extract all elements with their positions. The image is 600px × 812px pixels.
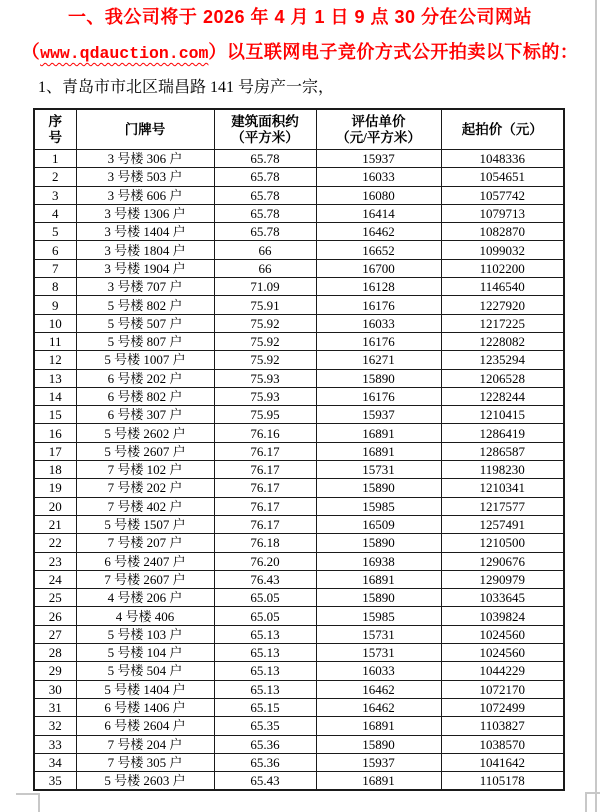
table-row [34, 406, 564, 424]
table-row [34, 772, 564, 791]
table-cell: 65.78 [214, 204, 316, 222]
table-cell: 16414 [316, 204, 441, 222]
table-cell: 16033 [316, 662, 441, 680]
table-cell: 1146540 [441, 278, 564, 296]
table-cell: 1072170 [441, 680, 564, 698]
lots-table [33, 108, 565, 791]
table-cell: 16938 [316, 552, 441, 570]
table-cell: 1072499 [441, 698, 564, 716]
table-cell: 5 号楼 504 户 [76, 662, 214, 680]
table-cell: 1 [34, 150, 76, 168]
table-cell: 3 号楼 306 户 [76, 150, 214, 168]
header-starting-price [441, 109, 564, 150]
table-row [34, 589, 564, 607]
table-cell: 25 [34, 589, 76, 607]
table-cell: 1024560 [441, 625, 564, 643]
text-boundary-bottom-left-vertical [38, 793, 40, 812]
table-cell: 15985 [316, 497, 441, 515]
text-boundary-right-line [595, 0, 597, 812]
header-text: 序 [48, 113, 62, 129]
table-cell: 65.35 [214, 717, 316, 735]
table-cell: 16128 [316, 278, 441, 296]
table-cell: 1103827 [441, 717, 564, 735]
table-cell: 33 [34, 735, 76, 753]
table-cell: 28 [34, 644, 76, 662]
table-row [34, 479, 564, 497]
table-cell: 1038570 [441, 735, 564, 753]
table-cell: 15890 [316, 479, 441, 497]
table-row [34, 735, 564, 753]
announcement-title-line-2 [0, 38, 600, 64]
table-cell: 7 号楼 207 户 [76, 534, 214, 552]
table-cell: 6 号楼 802 户 [76, 387, 214, 405]
announcement-title-line-1: 一、我公司将于 2026 年 4 月 1 日 9 点 30 分在公司网站 [67, 7, 533, 27]
table-cell: 5 号楼 807 户 [76, 332, 214, 350]
table-cell: 26 [34, 607, 76, 625]
table-row [34, 534, 564, 552]
table-cell: 1257491 [441, 515, 564, 533]
table-cell: 1079713 [441, 204, 564, 222]
table-row [34, 515, 564, 533]
table-cell: 5 号楼 2603 户 [76, 772, 214, 791]
table-cell: 16891 [316, 570, 441, 588]
table-cell: 5 号楼 507 户 [76, 314, 214, 332]
header-text: 号 [48, 129, 62, 145]
table-cell: 20 [34, 497, 76, 515]
table-row [34, 644, 564, 662]
table-cell: 16700 [316, 259, 441, 277]
table-cell: 16462 [316, 680, 441, 698]
table-cell: 1290979 [441, 570, 564, 588]
table-cell: 16509 [316, 515, 441, 533]
table-row [34, 150, 564, 168]
announcement-title-line-2-rest: ）以互联网电子竞价方式公开拍卖以下标的： [208, 42, 579, 62]
table-cell: 76.17 [214, 442, 316, 460]
table-row [34, 168, 564, 186]
table-cell: 1099032 [441, 241, 564, 259]
table-cell: 65.13 [214, 680, 316, 698]
table-cell: 76.17 [214, 479, 316, 497]
table-cell: 7 [34, 259, 76, 277]
table-cell: 3 号楼 1904 户 [76, 259, 214, 277]
table-cell: 4 号楼 406 [76, 607, 214, 625]
table-cell: 1044229 [441, 662, 564, 680]
table-row [34, 296, 564, 314]
table-cell: 5 号楼 802 户 [76, 296, 214, 314]
table-row [34, 625, 564, 643]
table-cell: 76.17 [214, 461, 316, 479]
table-cell: 15890 [316, 534, 441, 552]
table-row [34, 332, 564, 350]
table-cell: 16462 [316, 223, 441, 241]
table-cell: 29 [34, 662, 76, 680]
table-cell: 16176 [316, 296, 441, 314]
table-cell: 5 号楼 2602 户 [76, 424, 214, 442]
table-cell: 3 [34, 186, 76, 204]
table-cell: 65.05 [214, 607, 316, 625]
table-cell: 1048336 [441, 150, 564, 168]
table-cell: 27 [34, 625, 76, 643]
table-cell: 75.92 [214, 332, 316, 350]
table-cell: 32 [34, 717, 76, 735]
table-cell: 65.36 [214, 735, 316, 753]
table-row [34, 424, 564, 442]
table-cell: 15937 [316, 753, 441, 771]
table-cell: 1290676 [441, 552, 564, 570]
header-text: 评估单价 [351, 113, 406, 129]
table-cell: 2 [34, 168, 76, 186]
table-cell: 35 [34, 772, 76, 791]
table-cell: 1206528 [441, 369, 564, 387]
table-cell: 1054651 [441, 168, 564, 186]
table-cell: 16462 [316, 698, 441, 716]
table-cell: 31 [34, 698, 76, 716]
text-boundary-bottom-right-vertical [585, 792, 587, 812]
table-cell: 16033 [316, 168, 441, 186]
table-cell: 1286587 [441, 442, 564, 460]
table-cell: 65.13 [214, 625, 316, 643]
auction-website-url: www.qdauction.com [40, 44, 209, 63]
header-text: （平方米） [231, 129, 299, 145]
table-cell: 1228244 [441, 387, 564, 405]
table-cell: 24 [34, 570, 76, 588]
table-cell: 3 号楼 503 户 [76, 168, 214, 186]
table-cell: 23 [34, 552, 76, 570]
table-cell: 16176 [316, 332, 441, 350]
table-cell: 18 [34, 461, 76, 479]
table-cell: 15731 [316, 644, 441, 662]
table-cell: 65.78 [214, 168, 316, 186]
table-cell: 76.17 [214, 515, 316, 533]
table-cell: 1286419 [441, 424, 564, 442]
text-boundary-bottom-right-horizontal [585, 792, 600, 794]
table-cell: 1082870 [441, 223, 564, 241]
table-cell: 15890 [316, 735, 441, 753]
table-cell: 1210415 [441, 406, 564, 424]
table-cell: 16 [34, 424, 76, 442]
table-header-row [34, 109, 564, 150]
table-cell: 4 号楼 206 户 [76, 589, 214, 607]
table-cell: 15937 [316, 150, 441, 168]
table-cell: 1039824 [441, 607, 564, 625]
table-cell: 16891 [316, 442, 441, 460]
table-cell: 7 号楼 102 户 [76, 461, 214, 479]
table-cell: 11 [34, 332, 76, 350]
table-row [34, 204, 564, 222]
table-cell: 65.43 [214, 772, 316, 791]
table-cell: 6 号楼 2604 户 [76, 717, 214, 735]
table-cell: 13 [34, 369, 76, 387]
table-cell: 3 号楼 606 户 [76, 186, 214, 204]
table-cell: 17 [34, 442, 76, 460]
table-row [34, 314, 564, 332]
header-text: 门牌号 [124, 121, 166, 137]
table-cell: 5 号楼 2607 户 [76, 442, 214, 460]
table-cell: 65.13 [214, 662, 316, 680]
table-cell: 75.92 [214, 351, 316, 369]
table-cell: 15937 [316, 406, 441, 424]
table-cell: 16271 [316, 351, 441, 369]
table-cell: 22 [34, 534, 76, 552]
table-cell: 5 号楼 104 户 [76, 644, 214, 662]
table-cell: 7 号楼 402 户 [76, 497, 214, 515]
header-text: 起拍价（元） [461, 121, 543, 137]
table-cell: 16891 [316, 424, 441, 442]
table-row [34, 442, 564, 460]
table-row [34, 278, 564, 296]
table-cell: 7 号楼 204 户 [76, 735, 214, 753]
table-row [34, 552, 564, 570]
header-appraised-unit-price [316, 109, 441, 150]
table-row [34, 717, 564, 735]
table-cell: 15890 [316, 589, 441, 607]
table-cell: 16652 [316, 241, 441, 259]
table-cell: 1227920 [441, 296, 564, 314]
text-boundary-bottom-left-horizontal [16, 793, 40, 795]
table-cell: 65.78 [214, 186, 316, 204]
table-cell: 7 号楼 2607 户 [76, 570, 214, 588]
table-cell: 19 [34, 479, 76, 497]
table-cell: 14 [34, 387, 76, 405]
table-row [34, 223, 564, 241]
table-cell: 5 [34, 223, 76, 241]
table-row [34, 351, 564, 369]
table-cell: 3 号楼 1804 户 [76, 241, 214, 259]
table-cell: 1033645 [441, 589, 564, 607]
table-cell: 15890 [316, 369, 441, 387]
table-cell: 15 [34, 406, 76, 424]
table-row [34, 259, 564, 277]
table-cell: 16033 [316, 314, 441, 332]
table-cell: 71.09 [214, 278, 316, 296]
table-cell: 16080 [316, 186, 441, 204]
table-cell: 76.18 [214, 534, 316, 552]
table-cell: 1210500 [441, 534, 564, 552]
table-cell: 76.17 [214, 497, 316, 515]
header-text: 建筑面积约 [231, 113, 299, 129]
table-cell: 1217577 [441, 497, 564, 515]
table-cell: 76.16 [214, 424, 316, 442]
table-cell: 10 [34, 314, 76, 332]
table-cell: 6 [34, 241, 76, 259]
table-cell: 75.92 [214, 314, 316, 332]
table-row [34, 753, 564, 771]
table-cell: 1228082 [441, 332, 564, 350]
table-cell: 65.36 [214, 753, 316, 771]
table-cell: 3 号楼 1404 户 [76, 223, 214, 241]
table-row [34, 680, 564, 698]
table-cell: 1198230 [441, 461, 564, 479]
table-cell: 6 号楼 307 户 [76, 406, 214, 424]
table-cell: 75.91 [214, 296, 316, 314]
table-cell: 6 号楼 202 户 [76, 369, 214, 387]
table-cell: 5 号楼 1404 户 [76, 680, 214, 698]
table-cell: 16891 [316, 772, 441, 791]
table-cell: 5 号楼 103 户 [76, 625, 214, 643]
table-cell: 7 号楼 202 户 [76, 479, 214, 497]
table-cell: 65.05 [214, 589, 316, 607]
header-text: （元/平方米） [336, 129, 421, 145]
table-row [34, 698, 564, 716]
table-cell: 3 号楼 1306 户 [76, 204, 214, 222]
table-cell: 76.20 [214, 552, 316, 570]
table-cell: 8 [34, 278, 76, 296]
table-cell: 15985 [316, 607, 441, 625]
table-row [34, 186, 564, 204]
table-cell: 1024560 [441, 644, 564, 662]
table-cell: 1105178 [441, 772, 564, 791]
table-row [34, 387, 564, 405]
header-door-number [76, 109, 214, 150]
table-cell: 4 [34, 204, 76, 222]
table-row [34, 369, 564, 387]
table-cell: 7 号楼 305 户 [76, 753, 214, 771]
table-row [34, 461, 564, 479]
table-cell: 16176 [316, 387, 441, 405]
table-cell: 1102200 [441, 259, 564, 277]
table-cell: 5 号楼 1507 户 [76, 515, 214, 533]
table-cell: 75.93 [214, 387, 316, 405]
table-cell: 15731 [316, 461, 441, 479]
table-cell: 65.13 [214, 644, 316, 662]
table-row [34, 241, 564, 259]
table-cell: 12 [34, 351, 76, 369]
table-cell: 1057742 [441, 186, 564, 204]
table-body [34, 150, 564, 791]
table-cell: 6 号楼 2407 户 [76, 552, 214, 570]
table-cell: 65.15 [214, 698, 316, 716]
open-paren: （ [21, 42, 41, 62]
table-cell: 34 [34, 753, 76, 771]
table-cell: 15731 [316, 625, 441, 643]
table-cell: 65.78 [214, 150, 316, 168]
table-cell: 5 号楼 1007 户 [76, 351, 214, 369]
table-cell: 66 [214, 241, 316, 259]
table-cell: 1041642 [441, 753, 564, 771]
table-cell: 1217225 [441, 314, 564, 332]
lot-description-line: 1、青岛市市北区瑞昌路 141 号房产一宗， [38, 79, 335, 96]
header-serial-number [34, 109, 76, 150]
table-cell: 1235294 [441, 351, 564, 369]
table-cell: 1210341 [441, 479, 564, 497]
table-cell: 66 [214, 259, 316, 277]
header-building-area [214, 109, 316, 150]
table-cell: 6 号楼 1406 户 [76, 698, 214, 716]
table-cell: 9 [34, 296, 76, 314]
table-row [34, 497, 564, 515]
table-cell: 30 [34, 680, 76, 698]
table-cell: 75.95 [214, 406, 316, 424]
table-cell: 76.43 [214, 570, 316, 588]
table-row [34, 662, 564, 680]
table-cell: 65.78 [214, 223, 316, 241]
table-cell: 75.93 [214, 369, 316, 387]
table-row [34, 607, 564, 625]
table-cell: 16891 [316, 717, 441, 735]
table-cell: 21 [34, 515, 76, 533]
table-cell: 3 号楼 707 户 [76, 278, 214, 296]
table-row [34, 570, 564, 588]
